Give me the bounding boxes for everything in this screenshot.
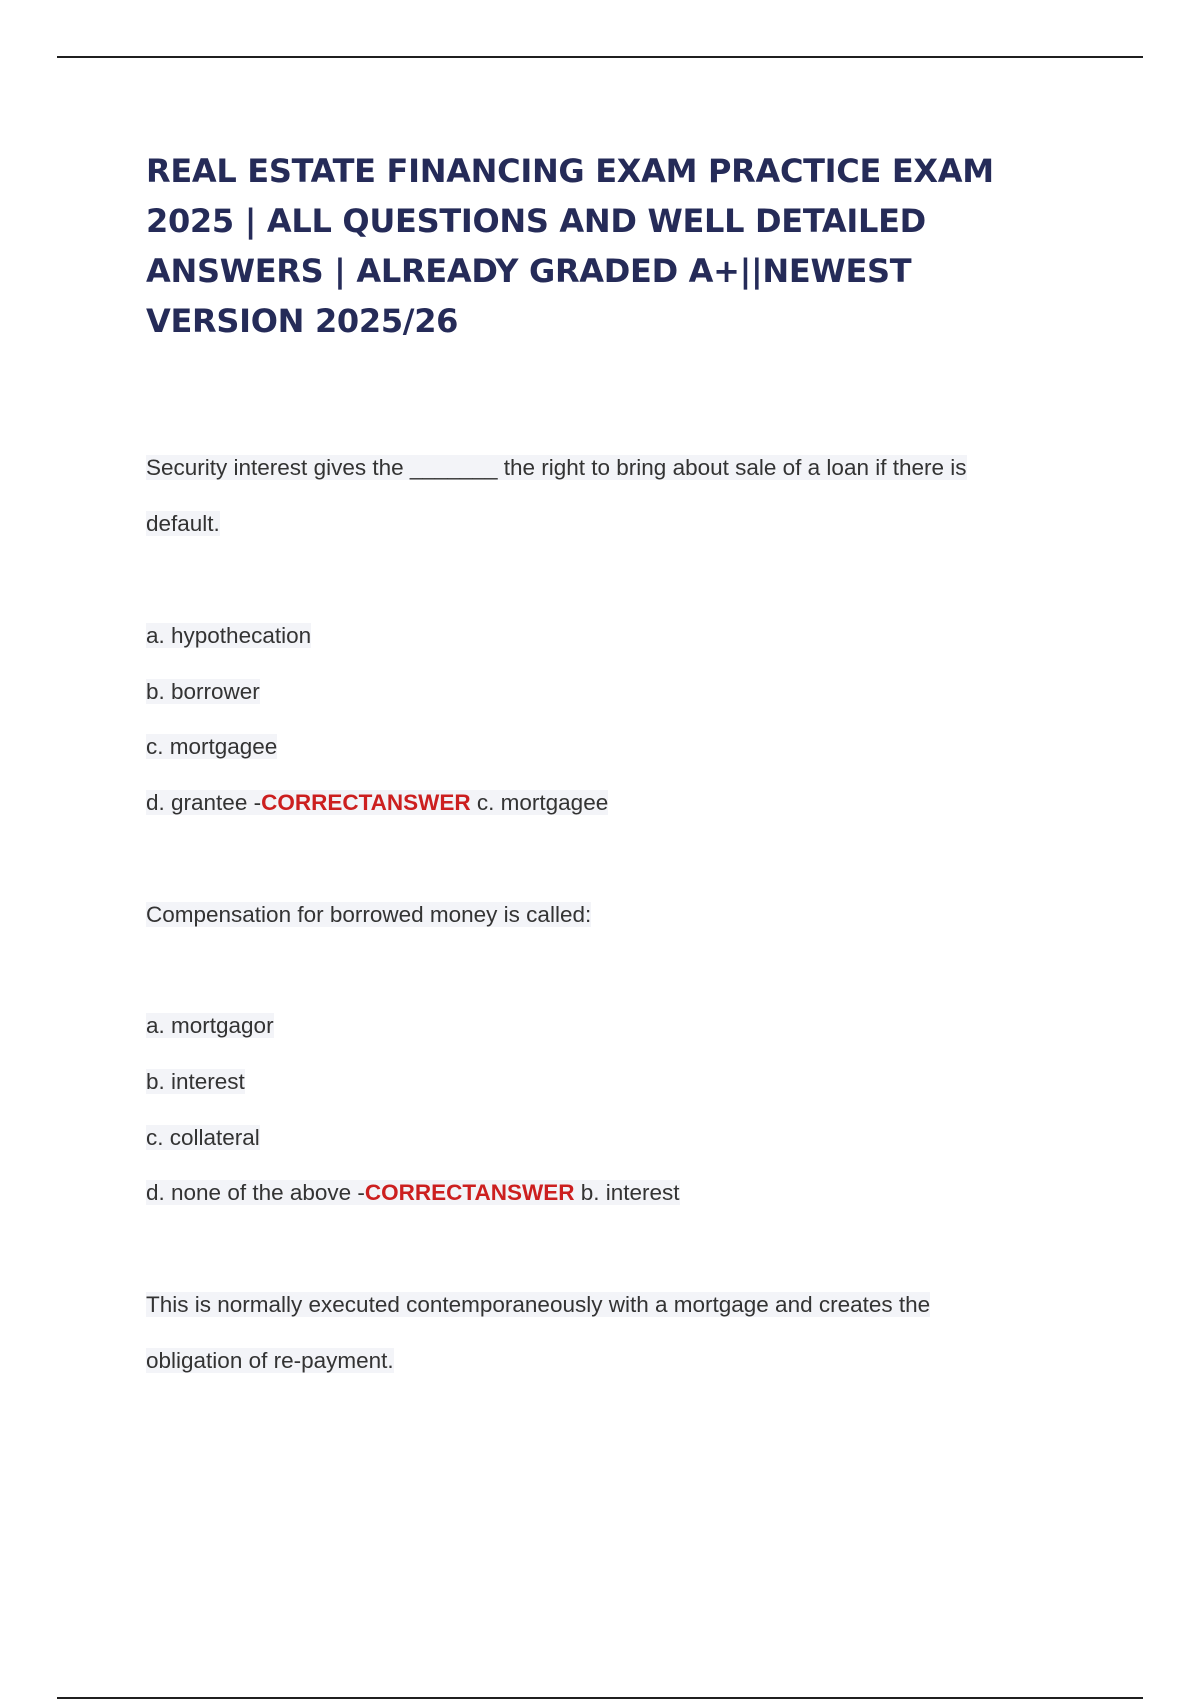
question-1-option-c: c. mortgagee <box>146 734 278 759</box>
title-line: VERSION 2025/26 <box>146 302 459 340</box>
correct-answer-value: b. interest <box>574 1180 680 1205</box>
question-3-text-line: This is normally executed contemporaneously with a mortgage and creates the <box>146 1292 931 1317</box>
question-2-option-a: a. mortgagor <box>146 1013 274 1038</box>
document-title <box>146 146 1066 346</box>
footer-rule <box>57 1697 1143 1699</box>
correct-answer-label: CORRECTANSWER <box>364 1180 575 1205</box>
correct-answer-label: CORRECTANSWER <box>261 790 471 815</box>
question-1-text-line: Security interest gives the _______ the right to bring about sale of a loan if there is <box>146 455 967 480</box>
question-1-text-line: default. <box>146 511 220 536</box>
question-2-option-b: b. interest <box>146 1069 245 1094</box>
title-line: ANSWERS | ALREADY GRADED A+||NEWEST <box>146 252 912 290</box>
question-3-text-line: obligation of re-payment. <box>146 1348 394 1373</box>
question-2-text-line: Compensation for borrowed money is called: <box>146 902 592 927</box>
question-1-option-d: d. grantee -CORRECTANSWER c. mortgagee <box>146 790 609 815</box>
question-1-option-b: b. borrower <box>146 679 260 704</box>
header-rule <box>57 56 1143 58</box>
title-line: 2025 | ALL QUESTIONS AND WELL DETAILED <box>146 202 926 240</box>
question-1-option-a: a. hypothecation <box>146 623 312 648</box>
correct-answer-value: c. mortgagee <box>470 790 609 815</box>
title-line: REAL ESTATE FINANCING EXAM PRACTICE EXAM <box>146 152 994 190</box>
question-2-option-d: d. none of the above -CORRECTANSWER b. interest <box>146 1180 680 1205</box>
question-2-option-c: c. collateral <box>146 1125 260 1150</box>
